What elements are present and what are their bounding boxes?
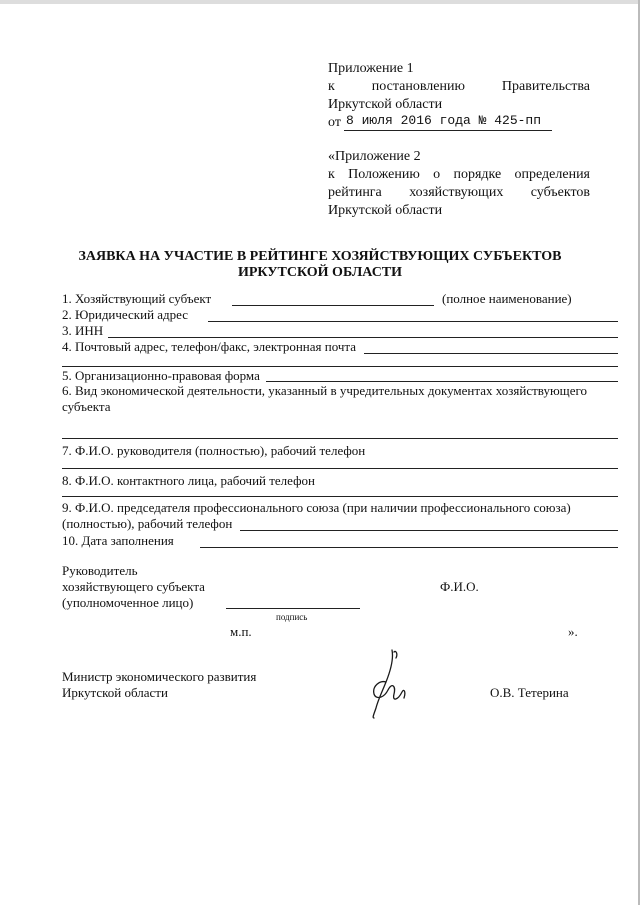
form-title-line1: ЗАЯВКА НА УЧАСТИЕ В РЕЙТИНГЕ ХОЗЯЙСТВУЮЩИХ СУБЪЕКТОВ — [78, 249, 562, 264]
handwritten-signature — [364, 646, 414, 720]
signer-role-line3: (уполномоченное лицо) — [62, 595, 194, 610]
signature-caption: подпись — [276, 612, 308, 622]
appendix2-line4: Иркутской области — [328, 203, 443, 218]
appendix2-line3: рейтинга хозяйствующих субъектов — [328, 185, 590, 200]
appendix1-date: 8 июля 2016 года № 425-пп — [346, 113, 542, 128]
signer-fio-label: Ф.И.О. — [440, 579, 479, 594]
field-5-input-line[interactable] — [266, 381, 618, 382]
minister-title-line1: Министр экономического развития — [62, 669, 257, 684]
field-3-input-line[interactable] — [108, 337, 618, 338]
appendix1-date-prefix: от — [328, 115, 341, 130]
appendix2-title: «Приложение 2 — [328, 149, 421, 164]
field-10-input-line[interactable] — [200, 547, 618, 548]
field-7-label: 7. Ф.И.О. руководителя (полностью), рабочий телефон — [62, 443, 366, 458]
field-9-label-line1: 9. Ф.И.О. председателя профессионального союза (при наличии профессионального союза) — [62, 500, 571, 515]
signer-role-line1: Руководитель — [62, 563, 138, 578]
signature-line[interactable] — [226, 608, 360, 609]
form-title-line2: ИРКУТСКОЙ ОБЛАСТИ — [237, 265, 403, 280]
scan-top-edge — [0, 0, 640, 4]
field-9-label-line2: (полностью), рабочий телефон — [62, 516, 233, 531]
field-6-label-line1: 6. Вид экономической деятельности, указанный в учредительных документах хозяйствующего — [62, 383, 587, 398]
field-1-note: (полное наименование) — [442, 291, 572, 306]
field-2-label: 2. Юридический адрес — [62, 307, 189, 322]
field-4-input-line[interactable] — [364, 353, 618, 354]
appendix1-date-underline — [344, 130, 552, 131]
field-4-label: 4. Почтовый адрес, телефон/факс, электронная почта — [62, 339, 357, 354]
appendix1-line2: к постановлению Правительства — [328, 79, 590, 94]
field-6-input-line[interactable] — [62, 438, 618, 439]
field-7-input-line[interactable] — [62, 468, 618, 469]
seal-place-label: м.п. — [230, 624, 252, 639]
closing-quote: ». — [568, 624, 578, 639]
appendix1-title: Приложение 1 — [328, 61, 414, 76]
field-9-input-line[interactable] — [240, 530, 618, 531]
signer-role-line2: хозяйствующего субъекта — [62, 579, 205, 594]
field-8-input-line[interactable] — [62, 496, 618, 497]
field-8-label: 8. Ф.И.О. контактного лица, рабочий телефон — [62, 473, 315, 488]
field-5-label: 5. Организационно-правовая форма — [62, 368, 260, 383]
appendix1-line3: Иркутской области — [328, 97, 443, 112]
field-2-input-line[interactable] — [208, 321, 618, 322]
field-6-label-line2: субъекта — [62, 399, 111, 414]
field-4-input-line-2[interactable] — [62, 366, 618, 367]
field-1-label: 1. Хозяйствующий субъект — [62, 291, 212, 306]
field-10-label: 10. Дата заполнения — [62, 533, 174, 548]
minister-title-line2: Иркутской области — [62, 685, 168, 700]
appendix2-line2: к Положению о порядке определения — [328, 167, 590, 182]
minister-name: О.В. Тетерина — [490, 685, 569, 700]
field-1-input-line[interactable] — [232, 305, 434, 306]
field-3-label: 3. ИНН — [62, 323, 104, 338]
